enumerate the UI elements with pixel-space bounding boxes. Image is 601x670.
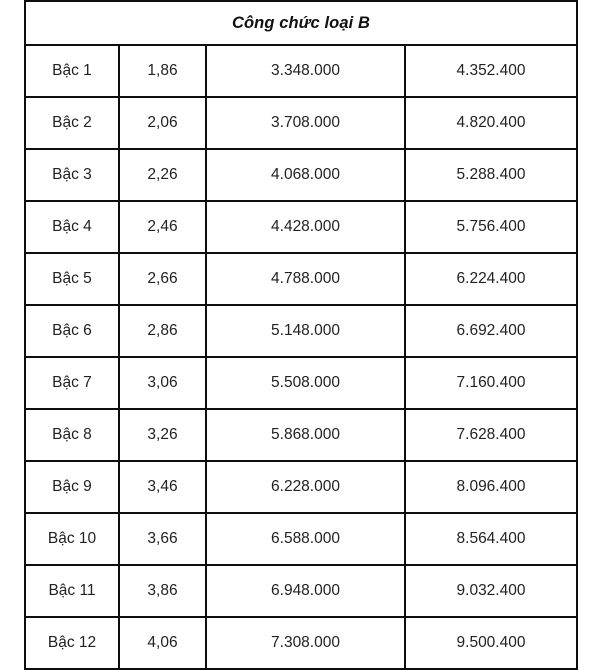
cell-coefficient: 3,06 — [119, 357, 206, 409]
cell-salary-current: 6.948.000 — [206, 565, 405, 617]
cell-salary-new: 8.564.400 — [405, 513, 577, 565]
cell-salary-current: 5.508.000 — [206, 357, 405, 409]
cell-coefficient: 2,06 — [119, 97, 206, 149]
cell-salary-current: 3.348.000 — [206, 45, 405, 97]
cell-level: Bậc 10 — [25, 513, 119, 565]
cell-level: Bậc 7 — [25, 357, 119, 409]
table-row — [25, 461, 577, 513]
cell-salary-current: 4.788.000 — [206, 253, 405, 305]
table-title: Công chức loại B — [25, 1, 577, 45]
cell-coefficient: 4,06 — [119, 617, 206, 669]
table-row — [25, 409, 577, 461]
cell-level: Bậc 5 — [25, 253, 119, 305]
cell-level: Bậc 1 — [25, 45, 119, 97]
cell-salary-new: 4.352.400 — [405, 45, 577, 97]
cell-coefficient: 3,26 — [119, 409, 206, 461]
cell-level: Bậc 2 — [25, 97, 119, 149]
cell-coefficient: 2,66 — [119, 253, 206, 305]
table-row — [25, 149, 577, 201]
cell-level: Bậc 11 — [25, 565, 119, 617]
cell-salary-current: 4.428.000 — [206, 201, 405, 253]
cell-level: Bậc 12 — [25, 617, 119, 669]
cell-level: Bậc 6 — [25, 305, 119, 357]
cell-salary-current: 6.588.000 — [206, 513, 405, 565]
table-row — [25, 45, 577, 97]
cell-salary-current: 4.068.000 — [206, 149, 405, 201]
cell-coefficient: 3,86 — [119, 565, 206, 617]
cell-salary-current: 5.148.000 — [206, 305, 405, 357]
table-body — [25, 45, 577, 669]
cell-salary-new: 9.032.400 — [405, 565, 577, 617]
cell-coefficient: 3,66 — [119, 513, 206, 565]
cell-salary-current: 7.308.000 — [206, 617, 405, 669]
cell-salary-new: 5.756.400 — [405, 201, 577, 253]
cell-salary-new: 6.224.400 — [405, 253, 577, 305]
cell-level: Bậc 3 — [25, 149, 119, 201]
table-header — [25, 1, 577, 45]
cell-salary-new: 4.820.400 — [405, 97, 577, 149]
cell-salary-new: 6.692.400 — [405, 305, 577, 357]
cell-salary-new: 5.288.400 — [405, 149, 577, 201]
table-row — [25, 617, 577, 669]
cell-salary-new: 7.160.400 — [405, 357, 577, 409]
cell-salary-current: 3.708.000 — [206, 97, 405, 149]
table-row — [25, 253, 577, 305]
cell-coefficient: 1,86 — [119, 45, 206, 97]
table-row — [25, 565, 577, 617]
cell-coefficient: 2,86 — [119, 305, 206, 357]
table-row — [25, 357, 577, 409]
cell-salary-current: 6.228.000 — [206, 461, 405, 513]
table-row — [25, 513, 577, 565]
table-row — [25, 97, 577, 149]
table-row — [25, 201, 577, 253]
cell-salary-new: 8.096.400 — [405, 461, 577, 513]
salary-table — [24, 0, 578, 670]
cell-level: Bậc 9 — [25, 461, 119, 513]
table-title-row — [25, 1, 577, 45]
table-row — [25, 305, 577, 357]
cell-coefficient: 2,46 — [119, 201, 206, 253]
cell-coefficient: 3,46 — [119, 461, 206, 513]
cell-salary-current: 5.868.000 — [206, 409, 405, 461]
cell-level: Bậc 4 — [25, 201, 119, 253]
cell-salary-new: 7.628.400 — [405, 409, 577, 461]
cell-coefficient: 2,26 — [119, 149, 206, 201]
cell-salary-new: 9.500.400 — [405, 617, 577, 669]
cell-level: Bậc 8 — [25, 409, 119, 461]
